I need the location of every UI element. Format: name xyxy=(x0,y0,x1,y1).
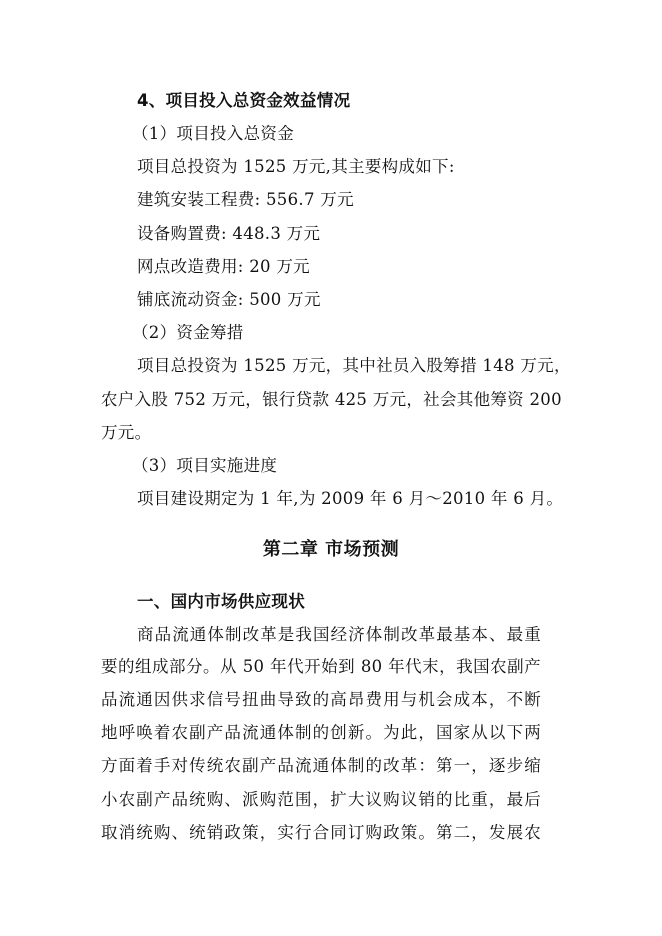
cost-item: 铺底流动资金: 500 万元 xyxy=(137,290,321,309)
section-heading: 4、项目投入总资金效益情况 xyxy=(137,91,351,110)
paragraph-line: 方面着手对传统农副产品流通体制的改革：第一，逐步缩 xyxy=(101,756,541,775)
paragraph-line: 项目总投资为 1525 万元,其主要构成如下: xyxy=(137,157,455,176)
subsection-title: （2）资金筹措 xyxy=(132,323,244,342)
paragraph-line: 农户入股 752 万元，银行贷款 425 万元，社会其他筹资 200 xyxy=(101,390,562,409)
paragraph-line: 取消统购、统销政策，实行合同订购政策。第二，发展农 xyxy=(101,823,541,842)
paragraph-line: 项目建设期定为 1 年,为 2009 年 6 月～2010 年 6 月。 xyxy=(137,489,564,508)
section-heading: 一、国内市场供应现状 xyxy=(137,592,305,611)
chapter-title: 第二章 市场预测 xyxy=(262,539,400,560)
cost-item: 网点改造费用: 20 万元 xyxy=(137,257,310,276)
paragraph-line: 商品流通体制改革是我国经济体制改革最基本、最重 xyxy=(137,625,541,644)
subsection-title: （3）项目实施进度 xyxy=(132,456,278,475)
paragraph-line: 要的组成部分。从 50 年代开始到 80 年代末，我国农副产 xyxy=(101,657,541,676)
paragraph-line: 项目总投资为 1525 万元，其中社员入股筹措 148 万元， xyxy=(137,356,571,375)
subsection-title: （1）项目投入总资金 xyxy=(132,124,294,143)
paragraph-line: 万元。 xyxy=(101,423,152,442)
paragraph-line: 地呼唤着农副产品流通体制的创新。为此，国家从以下两 xyxy=(101,723,541,742)
paragraph-line: 小农副产品统购、派购范围，扩大议购议销的比重，最后 xyxy=(101,790,541,809)
cost-item: 建筑安装工程费: 556.7 万元 xyxy=(137,190,354,209)
cost-item: 设备购置费: 448.3 万元 xyxy=(137,224,321,243)
paragraph-line: 品流通因供求信号扭曲导致的高昂费用与机会成本，不断 xyxy=(101,690,541,709)
